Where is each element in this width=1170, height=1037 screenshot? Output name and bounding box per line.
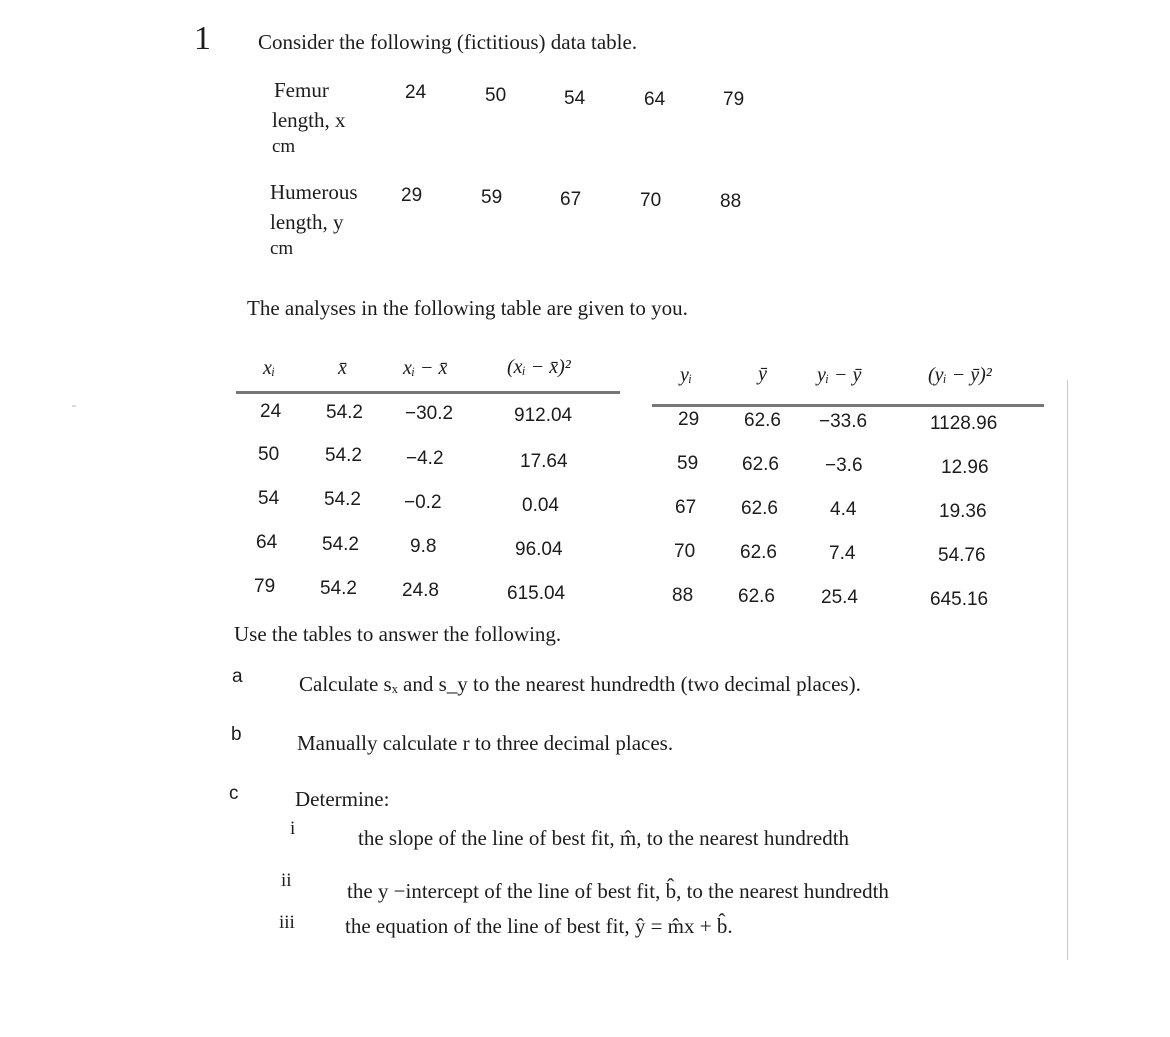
part-c-iii-text: the equation of the line of best fit, ŷ = m̂x + b̂. [345,914,733,938]
use-tables-text: Use the tables to answer the following. [234,622,562,646]
y-header: yᵢ − ȳ [817,364,862,386]
scan-edge-line [1067,380,1068,960]
y-cell: 645.16 [930,589,989,610]
scan-speck [72,405,76,407]
x-cell: −30.2 [405,403,454,424]
y-cell: 25.4 [821,587,858,608]
x-cell: 615.04 [507,583,566,604]
humerus-value: 67 [560,189,582,210]
y-cell: 62.6 [741,498,778,519]
y-cell: 62.6 [738,586,775,607]
part-b-label: b [231,724,242,745]
part-c-ii-text: the y −intercept of the line of best fit, b̂, to the nearest hundredth [347,879,889,903]
x-cell: 54.2 [325,445,362,466]
x-cell: 54 [258,488,280,509]
x-header: xᵢ − x̄ [403,357,448,379]
part-b-text: Manually calculate r to three decimal places. [297,731,674,755]
y-table-rule [652,404,1044,407]
humerus-value: 29 [401,185,423,206]
x-table-rule [236,391,620,394]
femur-label-line3: cm [272,136,296,157]
x-cell: 17.64 [520,451,568,472]
femur-value: 64 [644,89,666,110]
x-header: (xᵢ − x̄)² [507,356,571,378]
x-cell: 50 [258,444,280,465]
y-cell: −3.6 [825,455,863,476]
part-c-label: c [229,783,239,804]
y-header: ȳ [758,363,767,385]
humerus-label-line2: length, y [270,210,344,234]
analysis-intro: The analyses in the following table are given to you. [247,296,688,320]
y-cell: 62.6 [742,454,779,475]
x-header: xᵢ [263,357,276,379]
x-cell: −4.2 [406,448,444,469]
humerus-label-line3: cm [270,238,294,259]
intro-text: Consider the following (fictitious) data table. [258,30,638,54]
femur-value: 50 [485,85,507,106]
y-header: (yᵢ − ȳ)² [928,364,992,386]
humerus-label-line1: Humerous [270,180,358,204]
y-cell: 1128.96 [930,413,998,434]
y-cell: 59 [677,453,699,474]
y-cell: 4.4 [830,499,857,520]
y-cell: 12.96 [941,457,989,478]
x-cell: 54.2 [326,402,363,423]
x-cell: 54.2 [320,578,357,599]
part-c-i-text: the slope of the line of best fit, m̂, to the nearest hundredth [358,826,850,850]
y-cell: 7.4 [829,543,856,564]
y-cell: 88 [672,585,694,606]
y-cell: 70 [674,541,696,562]
x-header: x̄ [338,357,347,379]
humerus-value: 88 [720,191,742,212]
x-cell: 912.04 [514,405,573,426]
y-cell: 29 [678,409,700,430]
x-cell: 79 [254,576,276,597]
femur-value: 54 [564,88,586,109]
part-c-iii-label: iii [279,912,295,933]
part-a-label: a [232,666,243,687]
y-cell: 67 [675,497,697,518]
question-number: 1 [194,20,211,57]
y-cell: 19.36 [939,501,987,522]
x-cell: 64 [256,532,278,553]
humerus-value: 59 [481,187,503,208]
part-a-text: Calculate sₓ and s_y to the nearest hundredth (two decimal places). [299,672,861,696]
x-cell: 54.2 [324,489,361,510]
part-c-text: Determine: [295,787,390,811]
femur-label-line2: length, x [272,108,346,132]
x-cell: 9.8 [410,536,437,557]
x-cell: 24.8 [402,580,439,601]
x-cell: 0.04 [522,495,559,516]
y-cell: −33.6 [819,411,868,432]
y-header: yᵢ [680,364,693,386]
femur-label-line1: Femur [274,78,329,102]
y-cell: 54.76 [938,545,986,566]
part-c-ii-label: ii [281,870,292,891]
x-cell: −0.2 [404,492,442,513]
y-cell: 62.6 [740,542,777,563]
x-cell: 96.04 [515,539,563,560]
femur-value: 24 [405,82,427,103]
humerus-value: 70 [640,190,662,211]
part-c-i-label: i [290,818,296,839]
y-cell: 62.6 [744,410,781,431]
x-cell: 54.2 [322,534,359,555]
x-cell: 24 [260,401,282,422]
femur-value: 79 [723,89,745,110]
